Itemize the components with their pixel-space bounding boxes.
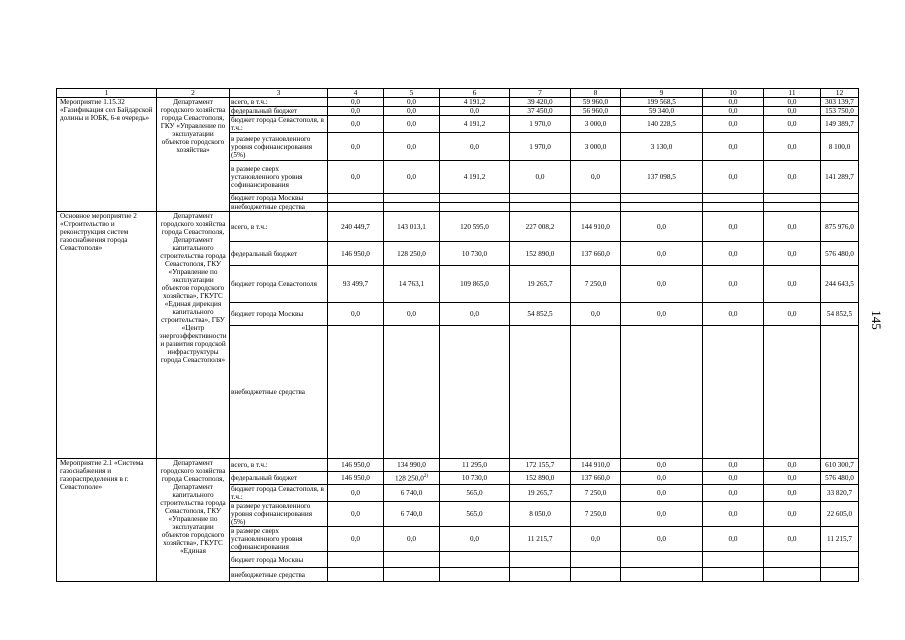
value-cell: 137 660,0 — [571, 242, 621, 266]
value-cell: 0,0 — [621, 266, 703, 303]
value-cell — [510, 203, 571, 212]
value-cell — [510, 326, 571, 459]
funding-source: всего, в т.ч.: — [230, 212, 328, 242]
value-cell: 0,0 — [328, 98, 384, 107]
value-cell: 0,0 — [328, 485, 384, 502]
value-cell: 0,0 — [621, 303, 703, 326]
value-cell: 0,0 — [621, 472, 703, 485]
value-cell — [510, 552, 571, 568]
value-cell: 0,0 — [764, 527, 821, 552]
value-cell: 0,0 — [328, 107, 384, 116]
value-cell — [764, 568, 821, 582]
column-header: 5 — [384, 89, 440, 98]
funding-source: в размере установленного уровня софинансирования (5%) — [230, 502, 328, 527]
value-cell: 0,0 — [328, 303, 384, 326]
value-cell: 6 740,0 — [384, 502, 440, 527]
value-cell: 10 730,0 — [440, 472, 510, 485]
value-cell: 172 155,7 — [510, 459, 571, 472]
column-header: 2 — [157, 89, 230, 98]
value-cell: 0,0 — [440, 107, 510, 116]
value-cell: 0,0 — [328, 502, 384, 527]
value-cell: 0,0 — [764, 485, 821, 502]
value-cell: 3 130,0 — [621, 133, 703, 161]
value-cell: 0,0 — [703, 116, 764, 133]
value-cell — [703, 568, 764, 582]
value-cell: 39 420,0 — [510, 98, 571, 107]
value-cell: 22 605,0 — [821, 502, 859, 527]
value-cell: 0,0 — [440, 133, 510, 161]
value-cell: 10 730,0 — [440, 242, 510, 266]
column-header: 3 — [230, 89, 328, 98]
value-cell: 149 389,7 — [821, 116, 859, 133]
value-cell — [764, 194, 821, 203]
value-cell — [764, 326, 821, 459]
column-header: 7 — [510, 89, 571, 98]
value-cell: 4 191,2 — [440, 116, 510, 133]
value-cell: 120 595,0 — [440, 212, 510, 242]
value-cell: 0,0 — [703, 107, 764, 116]
value-cell: 0,0 — [571, 303, 621, 326]
value-cell: 0,0 — [703, 303, 764, 326]
value-cell: 565,0 — [440, 502, 510, 527]
funding-source: бюджет города Севастополя, в т.ч.: — [230, 485, 328, 502]
value-cell: 109 865,0 — [440, 266, 510, 303]
value-cell: 0,0 — [764, 459, 821, 472]
value-cell — [621, 568, 703, 582]
value-cell — [821, 194, 859, 203]
value-cell: 0,0 — [703, 266, 764, 303]
value-cell: 0,0 — [384, 303, 440, 326]
value-cell: 0,0 — [764, 116, 821, 133]
value-cell: 1 970,0 — [510, 116, 571, 133]
value-cell — [703, 203, 764, 212]
column-header: 8 — [571, 89, 621, 98]
value-cell — [328, 552, 384, 568]
value-cell: 0,0 — [384, 107, 440, 116]
value-cell: 0,0 — [384, 133, 440, 161]
funding-source: в размере сверх установленного уровня софинансирования — [230, 527, 328, 552]
funding-source: внебюджетные средства — [230, 326, 328, 459]
header-row — [57, 89, 859, 98]
value-cell: 199 568,5 — [621, 98, 703, 107]
measure-name: Мероприятие 1.15.32 «Газификация сел Байдарской долины и ЮБК, 6-я очередь» — [57, 98, 157, 212]
value-cell: 11 215,7 — [510, 527, 571, 552]
value-cell — [510, 194, 571, 203]
value-cell: 0,0 — [703, 212, 764, 242]
value-cell: 3 000,0 — [571, 133, 621, 161]
column-header: 12 — [821, 89, 859, 98]
value-cell: 0,0 — [703, 161, 764, 194]
value-cell: 0,0 — [764, 98, 821, 107]
value-cell — [328, 194, 384, 203]
table-row — [57, 459, 859, 472]
value-cell: 59 960,0 — [571, 98, 621, 107]
funding-source: бюджет города Москвы — [230, 552, 328, 568]
value-cell: 875 976,0 — [821, 212, 859, 242]
value-cell: 146 950,0 — [328, 242, 384, 266]
value-cell: 0,0 — [621, 212, 703, 242]
value-cell: 14 763,1 — [384, 266, 440, 303]
funding-source: федеральный бюджет — [230, 472, 328, 485]
value-cell: 6 740,0 — [384, 485, 440, 502]
value-cell: 576 480,0 — [821, 242, 859, 266]
value-cell: 0,0 — [440, 527, 510, 552]
value-cell: 0,0 — [328, 161, 384, 194]
value-cell — [821, 568, 859, 582]
value-cell: 3 000,0 — [571, 116, 621, 133]
value-cell: 11 215,7 — [821, 527, 859, 552]
value-cell: 0,0 — [621, 242, 703, 266]
value-cell: 7 250,0 — [571, 485, 621, 502]
value-cell: 134 990,0 — [384, 459, 440, 472]
page-number: 145 — [868, 310, 884, 330]
column-header: 6 — [440, 89, 510, 98]
value-cell: 0,0 — [621, 485, 703, 502]
value-cell: 0,0 — [703, 527, 764, 552]
value-cell: 0,0 — [703, 242, 764, 266]
value-cell: 153 750,0 — [821, 107, 859, 116]
value-cell — [384, 568, 440, 582]
value-cell — [571, 194, 621, 203]
footnote-mark: 2) — [423, 474, 428, 480]
value-cell: 8 100,0 — [821, 133, 859, 161]
funding-source: в размере сверх установленного уровня софинансирования — [230, 161, 328, 194]
funding-source: бюджет города Севастополя — [230, 266, 328, 303]
value-cell: 610 300,7 — [821, 459, 859, 472]
value-cell — [440, 568, 510, 582]
value-cell: 19 265,7 — [510, 266, 571, 303]
value-cell: 227 008,2 — [510, 212, 571, 242]
value-cell: 0,0 — [328, 527, 384, 552]
funding-source: федеральный бюджет — [230, 107, 328, 116]
value-cell: 0,0 — [764, 133, 821, 161]
value-cell — [571, 203, 621, 212]
value-cell: 0,0 — [764, 212, 821, 242]
value-cell: 0,0 — [764, 472, 821, 485]
value-cell: 0,0 — [384, 161, 440, 194]
value-cell: 0,0 — [703, 502, 764, 527]
value-cell: 0,0 — [764, 303, 821, 326]
budget-table — [56, 88, 859, 582]
value-cell — [621, 552, 703, 568]
value-cell: 54 852,5 — [510, 303, 571, 326]
value-cell: 93 499,7 — [328, 266, 384, 303]
value-cell — [440, 326, 510, 459]
value-cell: 8 050,0 — [510, 502, 571, 527]
value-cell — [328, 568, 384, 582]
responsible-department: Департамент городского хозяйства города Севастополя, ГКУ «Управление по эксплуатации объектов городского хозяйства» — [157, 98, 230, 212]
value-cell: 0,0 — [571, 161, 621, 194]
value-cell: 33 820,7 — [821, 485, 859, 502]
value-cell: 0,0 — [621, 459, 703, 472]
value-cell: 4 191,2 — [440, 161, 510, 194]
column-header: 10 — [703, 89, 764, 98]
value-cell — [621, 194, 703, 203]
value-cell: 0,0 — [571, 527, 621, 552]
value-cell: 144 910,0 — [571, 212, 621, 242]
value-cell — [384, 326, 440, 459]
value-cell — [440, 552, 510, 568]
value-cell: 0,0 — [703, 133, 764, 161]
value-cell: 152 890,0 — [510, 472, 571, 485]
value-cell — [821, 552, 859, 568]
value-cell: 146 950,0 — [328, 459, 384, 472]
value-cell: 576 480,0 — [821, 472, 859, 485]
funding-source: федеральный бюджет — [230, 242, 328, 266]
value-cell: 144 910,0 — [571, 459, 621, 472]
value-cell: 146 950,0 — [328, 472, 384, 485]
value-cell: 1 970,0 — [510, 133, 571, 161]
value-cell: 0,0 — [621, 527, 703, 552]
value-cell — [703, 194, 764, 203]
value-cell: 7 250,0 — [571, 502, 621, 527]
value-cell: 565,0 — [440, 485, 510, 502]
value-cell: 7 250,0 — [571, 266, 621, 303]
value-cell: 19 265,7 — [510, 485, 571, 502]
measure-name: Основное мероприятие 2 «Строительство и реконструкция систем газоснабжения города Севастополя» — [57, 212, 157, 459]
value-cell — [821, 203, 859, 212]
funding-source: всего, в т.ч.: — [230, 98, 328, 107]
funding-source: бюджет города Москвы — [230, 194, 328, 203]
value-cell: 141 289,7 — [821, 161, 859, 194]
value-cell: 56 960,0 — [571, 107, 621, 116]
value-cell: 0,0 — [764, 107, 821, 116]
value-cell — [384, 194, 440, 203]
table-row — [57, 98, 859, 107]
funding-source: всего, в т.ч.: — [230, 459, 328, 472]
value-cell: 0,0 — [764, 161, 821, 194]
value-cell: 240 449,7 — [328, 212, 384, 242]
funding-source: внебюджетные средства — [230, 203, 328, 212]
value-cell: 152 890,0 — [510, 242, 571, 266]
value-cell: 128 250,0$^{2)}$ — [384, 472, 440, 485]
value-cell — [703, 326, 764, 459]
value-cell: 0,0 — [328, 116, 384, 133]
value-cell: 0,0 — [384, 116, 440, 133]
table-row — [57, 212, 859, 242]
value-cell: 4 191,2 — [440, 98, 510, 107]
value-cell — [384, 203, 440, 212]
column-header: 11 — [764, 89, 821, 98]
value-cell: 0,0 — [384, 527, 440, 552]
column-header: 1 — [57, 89, 157, 98]
value-cell: 137 660,0 — [571, 472, 621, 485]
value-cell: 140 228,5 — [621, 116, 703, 133]
value-cell: 0,0 — [328, 133, 384, 161]
value-cell: 244 643,5 — [821, 266, 859, 303]
value-cell: 137 098,5 — [621, 161, 703, 194]
value-cell: 37 450,0 — [510, 107, 571, 116]
value-cell: 0,0 — [764, 242, 821, 266]
value-cell: 0,0 — [703, 459, 764, 472]
value-cell — [571, 568, 621, 582]
value-cell — [328, 326, 384, 459]
value-cell: 143 013,1 — [384, 212, 440, 242]
value-cell: 0,0 — [703, 485, 764, 502]
measure-name: Мероприятие 2.1 «Система газоснабжения и газораспределения в г. Севастополе» — [57, 459, 157, 582]
responsible-department: Департамент городского хозяйства города Севастополя, Департамент капитального строительства города Севастополя, ГКУ «Управление по эксплуатации объектов городского хозяйства», ГКУГС «Единая дирекция капитального строительства», ГБУ «Центр энергоэффективности и развития городской инфраструктуры города Севастополя» — [157, 212, 230, 459]
funding-source: бюджет города Москвы — [230, 303, 328, 326]
value-cell: 11 295,0 — [440, 459, 510, 472]
value-cell — [621, 203, 703, 212]
column-header: 4 — [328, 89, 384, 98]
funding-source: бюджет города Севастополя, в т.ч.: — [230, 116, 328, 133]
value-cell: 303 139,7 — [821, 98, 859, 107]
value-cell — [440, 194, 510, 203]
value-cell — [440, 203, 510, 212]
value-cell — [821, 326, 859, 459]
value-cell — [703, 552, 764, 568]
value-cell — [510, 568, 571, 582]
value-cell — [764, 552, 821, 568]
value-cell: 128 250,0 — [384, 242, 440, 266]
value-cell: 54 852,5 — [821, 303, 859, 326]
value-cell — [571, 552, 621, 568]
value-cell: 0,0 — [621, 502, 703, 527]
responsible-department: Департамент городского хозяйства города Севастополя, Департамент капитального строительства города Севастополя, ГКУ «Управление по эксплуатации объектов городского хозяйства», ГКУГС «Единая — [157, 459, 230, 582]
funding-source: внебюджетные средства — [230, 568, 328, 582]
value-cell: 59 340,0 — [621, 107, 703, 116]
value-cell — [384, 552, 440, 568]
value-cell: 0,0 — [510, 161, 571, 194]
value-cell — [328, 203, 384, 212]
value-cell: 0,0 — [764, 266, 821, 303]
value-cell — [571, 326, 621, 459]
value-cell — [764, 203, 821, 212]
funding-source: в размере установленного уровня софинансирования (5%) — [230, 133, 328, 161]
value-cell: 0,0 — [440, 303, 510, 326]
value-cell: 0,0 — [764, 502, 821, 527]
value-cell — [621, 326, 703, 459]
value-cell: 0,0 — [384, 98, 440, 107]
column-header: 9 — [621, 89, 703, 98]
value-cell: 0,0 — [703, 98, 764, 107]
value-cell: 0,0 — [703, 472, 764, 485]
